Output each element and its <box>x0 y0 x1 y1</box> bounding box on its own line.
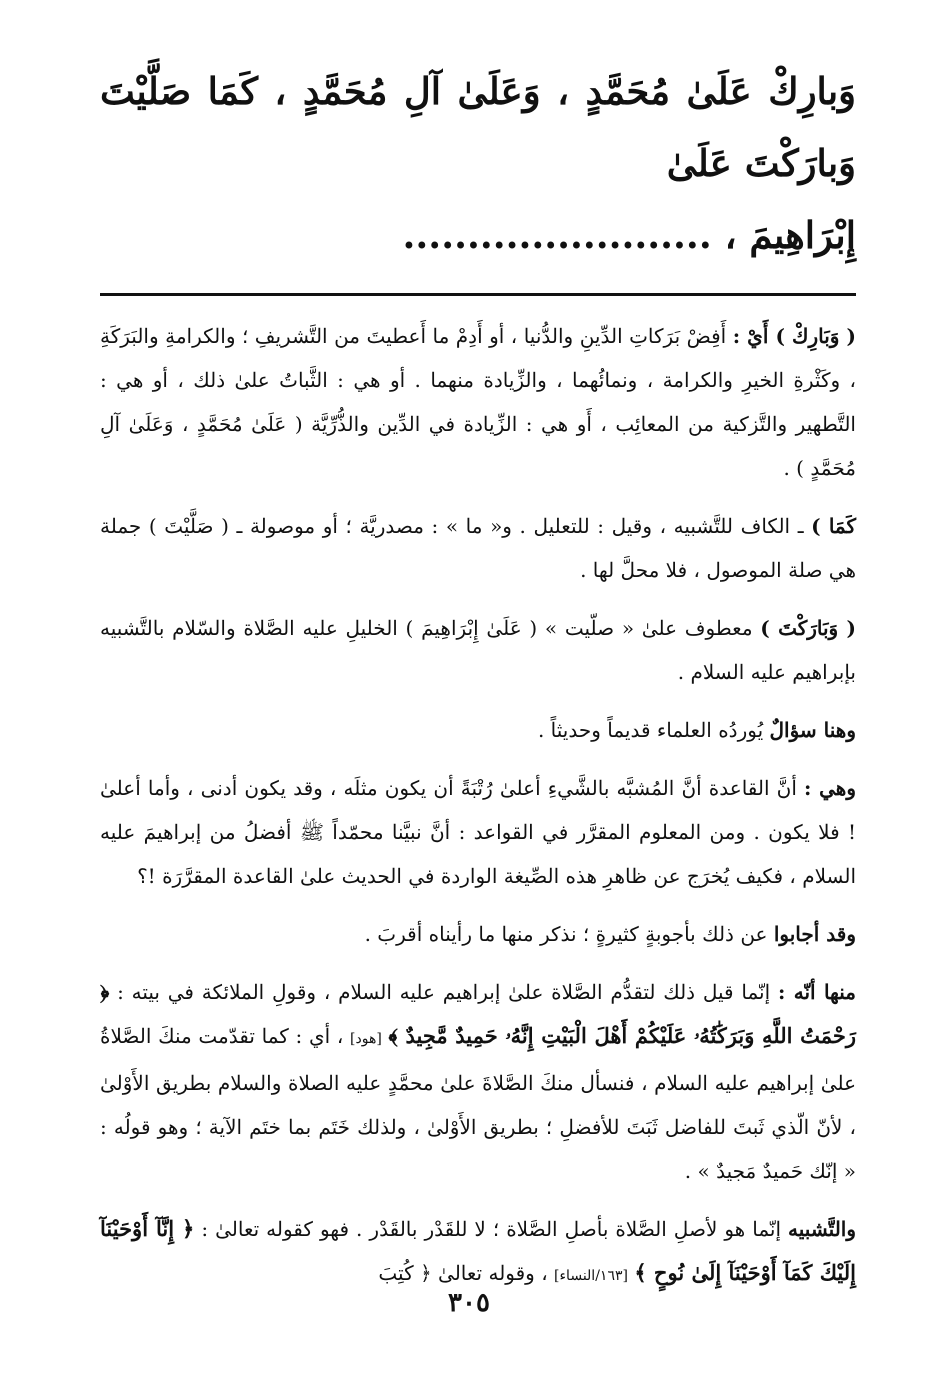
paragraph-7 <box>100 970 856 1193</box>
paragraph-4 <box>100 708 856 752</box>
paragraph-1 <box>100 314 856 490</box>
paragraph-text: أنَّ القاعدة أنَّ المُشبَّه بالشَّيءِ أعلىٰ رُتْبَةً أن يكون مثلَه ، وقد يكون أدنى ، وأما أعلىٰ ! فلا يكون . ومن المعلوم المقرَّر في القواعد : أنَّ نبيَّنا محمّداً ﷺ أفضلُ من إبراهيمَ عليه السلام ، فكيف يُخرَج عن ظاهرِ هذه الصِّيغة الواردة في الحديث علىٰ القاعدة المقرَّرَة !؟ <box>100 776 856 888</box>
page-number: ٣٠٥ <box>448 1288 490 1318</box>
quran-verse: ﴿ إِنَّآ أَوْحَيْنَآ إِلَيْكَ كَمَآ أَوْحَيْنَآ إِلَىٰ نُوحٍ ﴾ <box>100 1216 856 1285</box>
matn-dots: ........................ <box>402 213 712 257</box>
paragraph-lead: وهي : <box>804 776 856 800</box>
paragraph-text: أَفِضْ بَرَكاتِ الدِّينِ والدُّنيا ، أو أَدِمْ ما أَعطيتَ من التَّشريفِ ؛ والكرامةِ والبَرَكَةِ ، وكَثْرةِ الخيرِ والكرامة ، ونمائُهما ، والزِّيادة منهما . أو هي : الثَّباتُ علىٰ ذلك ، أو هي : التَّطهير والتَّزكية من المعائِب ، أَو هي : الزِّيادة في الدِّين والذُّرِّيَّة ( عَلَىٰ مُحَمَّدٍ ، وَعَلَىٰ آلِ مُحَمَّدٍ ) . <box>100 324 856 480</box>
matn-text <box>100 55 856 271</box>
paragraph-lead: منها أنّه : <box>777 980 857 1004</box>
paragraph-8 <box>100 1207 856 1298</box>
paragraph-text-continued: ، وقوله تعالىٰ ﴿ كُتِبَ <box>378 1261 548 1285</box>
paragraph-2 <box>100 504 856 592</box>
paragraph-3 <box>100 606 856 694</box>
paragraph-5 <box>100 766 856 898</box>
paragraph-lead: وقد أجابوا <box>773 922 856 946</box>
paragraph-text: إنّما هو لأصلِ الصَّلاة بأصلِ الصَّلاة ؛ لا للقَدْر بالقَدْر . فهو كقوله تعالىٰ : <box>201 1217 782 1241</box>
paragraph-lead: ( وَبَارَكْتَ ) <box>760 616 856 640</box>
paragraph-text: يُوردُه العلماء قديماً وحديثاً . <box>537 718 764 742</box>
paragraph-lead: والتَّشبيه <box>788 1217 857 1241</box>
verse-reference: [هود] <box>350 1031 382 1047</box>
paragraph-lead: وهنا سؤالٌ <box>769 718 856 742</box>
separator-rule <box>100 293 856 296</box>
paragraph-text: عن ذلك بأجوبةٍ كثيرةٍ ؛ نذكر منها ما رأيناه أقربَ . <box>364 922 768 946</box>
paragraph-6 <box>100 912 856 956</box>
paragraph-lead: ( وَبَارِكْ ) أَيْ : <box>732 324 856 348</box>
matn-line-2: إِبْرَاهِيمَ ، <box>724 213 856 257</box>
paragraph-lead: كَمَا ) <box>811 514 857 538</box>
matn-line-1: وَبارِكْ عَلَىٰ مُحَمَّدٍ ، وَعَلَىٰ آلِ مُحَمَّدٍ ، كَمَا صَلَّيْتَ وَبارَكْتَ عَلَىٰ <box>100 69 856 185</box>
paragraph-text-continued: ، أي : كما تقدّمت منكَ الصَّلاةُ علىٰ إبراهيم عليه السلام ، فنسأل منكَ الصَّلاةَ علىٰ محمَّدٍ عليه الصلاة والسلام بطريق الأَوْلىٰ ، لأنّ الّذي ثَبتَ للفاضل ثَبَتَ للأفضلِ ؛ بطريق الأَوْلىٰ ، ولذلك خَتَم بما ختَم الآية ؛ وهو قولُه : « إنّك حَميدٌ مَجيدٌ » . <box>100 1024 856 1183</box>
paragraph-text: معطوف علىٰ « صلّيت » ( عَلَىٰ إِبْرَاهِيمَ ) الخليلِ عليه الصَّلاة والسّلام بالتَّشبيه بإبراهيم عليه السلام . <box>100 616 856 684</box>
verse-reference: [١٦٣/النساء] <box>554 1268 628 1284</box>
page-body <box>100 55 856 1312</box>
paragraph-text: ـ الكاف للتَّشبيه ، وقيل : للتعليل . و« ما » : مصدريَّة ؛ أو موصولة ـ ( صَلَّيْتَ ) جملة هي صلة الموصول ، فلا محلَّ لها . <box>100 514 856 582</box>
quran-verse: ﴿ رَحْمَتُ اللَّهِ وَبَرَكَٰتُهُۥ عَلَيْكُمْ أَهْلَ الْبَيْتِ إِنَّهُۥ حَمِيدٌ مَّجِيدٌ ﴾ <box>100 979 856 1048</box>
paragraph-text: إنّما قيل ذلك لتقدُّم الصَّلاة علىٰ إبراهيم عليه السلام ، وقولِ الملائكة في بيته : <box>117 980 771 1004</box>
